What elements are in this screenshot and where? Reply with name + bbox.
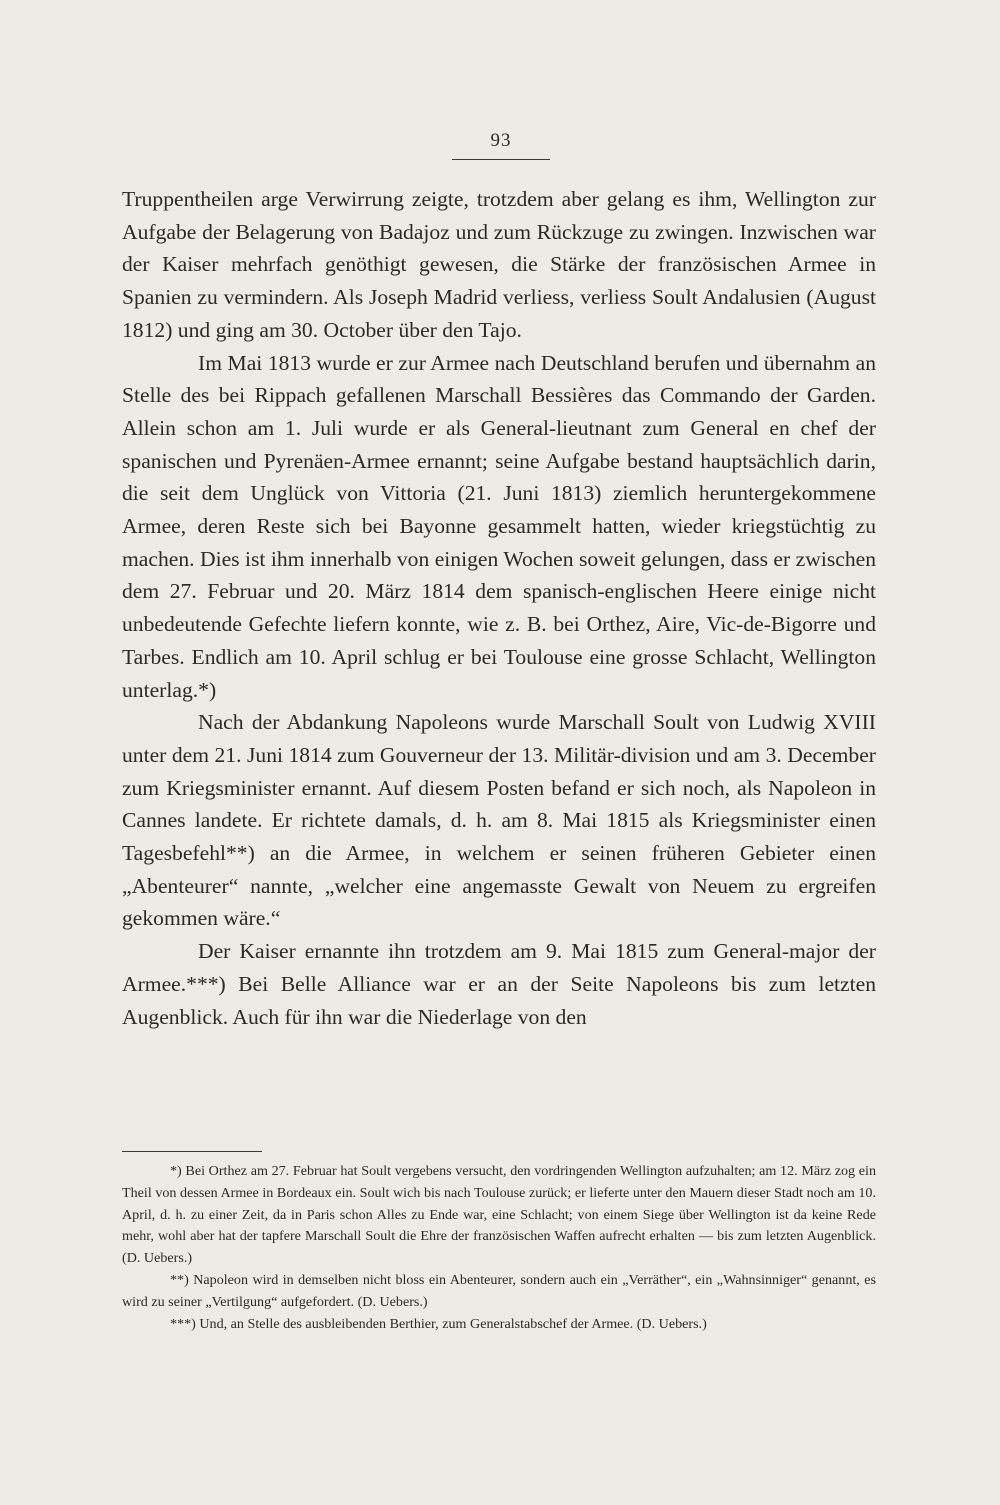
paragraph: Truppentheilen arge Verwirrung zeigte, trotzdem aber gelang es ihm, Wellington zur Aufgabe der Belagerung von Badajoz und zum Rückzuge zu zwingen. Inzwischen war der Kaiser mehrfach genöthigt gewesen, die Stärke der französischen Armee in Spanien zu vermindern. Als Joseph Madrid verliess, verliess Soult Andalusien (August 1812) und ging am 30. October über den Tajo. bbox=[122, 187, 876, 342]
footnotes bbox=[122, 1161, 876, 1335]
page-number: 93 bbox=[490, 130, 512, 151]
footnote: *) Bei Orthez am 27. Februar hat Soult vergebens versucht, den vordringenden Wellington aufzuhalten; am 12. März zog ein Theil von dessen Armee in Bordeaux ein. Soult wich bis nach Toulouse zurück; er lieferte unter den Mauern dieser Stadt noch am 10. April, d. h. zu einer Zeit, da in Paris schon Alles zu Ende war, eine Schlacht; von einem Siege über Wellington ist da keine Rede mehr, wohl aber hat der tapfere Marschall Soult die Ehre der französischen Waffen aufrecht erhalten — bis zum letzten Augenblick. (D. Uebers.) bbox=[122, 1163, 876, 1267]
paragraph: Der Kaiser ernannte ihn trotzdem am 9. Mai 1815 zum General-major der Armee.***) Bei Belle Alliance war er an der Seite Napoleons bis zum letzten Augenblick. Auch für ihn war die Niederlage von den bbox=[122, 939, 876, 1029]
paragraph: Nach der Abdankung Napoleons wurde Marschall Soult von Ludwig XVIII unter dem 21. Juni 1814 zum Gouverneur der 13. Militär-division und am 3. December zum Kriegsminister ernannt. Auf diesem Posten befand er sich noch, als Napoleon in Cannes landete. Er richtete damals, d. h. am 8. Mai 1815 als Kriegsminister einen Tagesbefehl**) an die Armee, in welchem er seinen früheren Gebieter einen „Abenteurer“ nannte, „welcher eine angemasste Gewalt von Neuem zu ergreifen gekommen wäre.“ bbox=[122, 710, 876, 931]
footnote: **) Napoleon wird in demselben nicht bloss ein Abenteurer, sondern auch ein „Verräther“, ein „Wahnsinniger“ genannt, es wird zu seiner „Vertilgung“ aufgefordert. (D. Uebers.) bbox=[122, 1271, 876, 1310]
page-number-rule bbox=[452, 159, 550, 160]
footnote: ***) Und, an Stelle des ausbleibenden Berthier, zum Generalstabschef der Armee. (D. Uebers.) bbox=[170, 1315, 707, 1332]
footnote-rule bbox=[122, 1151, 262, 1152]
main-text bbox=[122, 183, 876, 1033]
paragraph: Im Mai 1813 wurde er zur Armee nach Deutschland berufen und übernahm an Stelle des bei Rippach gefallenen Marschall Bessières das Commando der Garden. Allein schon am 1. Juli wurde er als General-lieutnant zum General en chef der spanischen und Pyrenäen-Armee ernannt; seine Aufgabe bestand hauptsächlich darin, die seit dem Unglück von Vittoria (21. Juni 1813) ziemlich heruntergekommene Armee, deren Reste sich bei Bayonne gesammelt hatten, wieder kriegstüchtig zu machen. Dies ist ihm innerhalb von einigen Wochen soweit gelungen, dass er zwischen dem 27. Februar und 20. März 1814 dem spanisch-englischen Heere einige nicht unbedeutende Gefechte liefern konnte, wie z. B. bei Orthez, Aire, Vic-de-Bigorre und Tarbes. Endlich am 10. April schlug er bei Toulouse eine grosse Schlacht, Wellington unterlag.*) bbox=[122, 350, 876, 702]
